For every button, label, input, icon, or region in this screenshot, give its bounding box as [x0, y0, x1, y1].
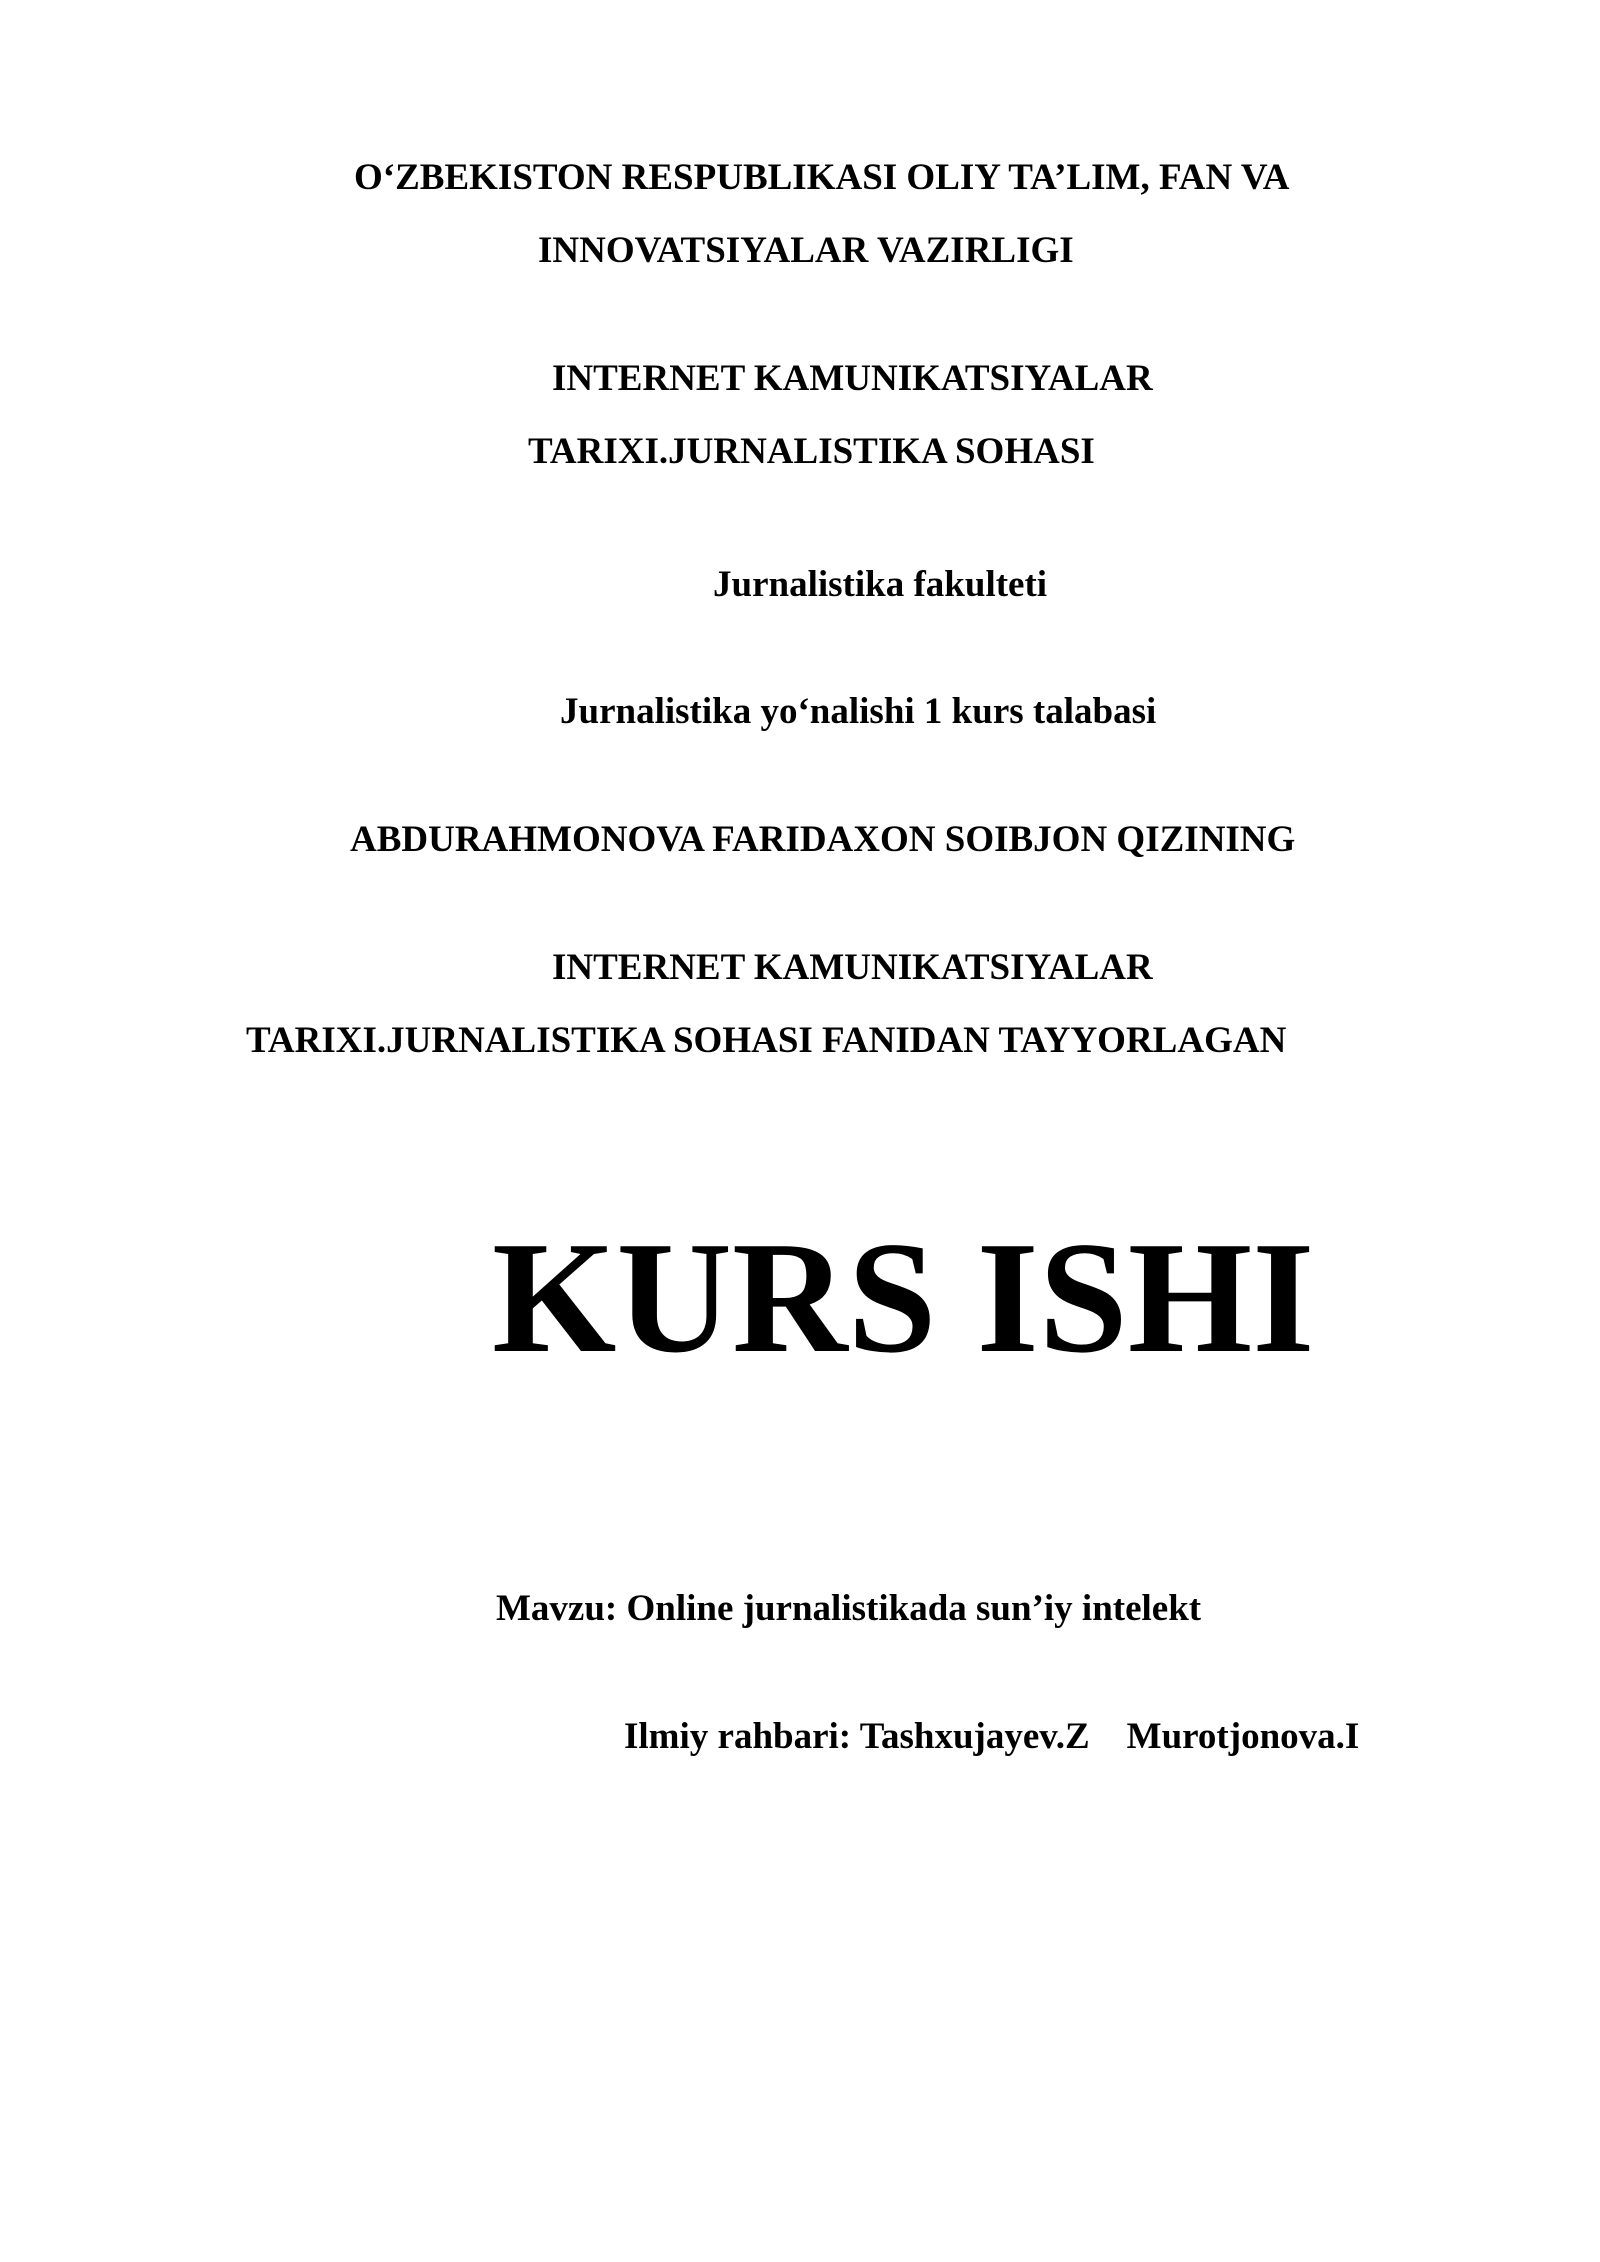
supervisor-line: Ilmiy rahbari: Tashxujayev.Z Murotjonova.I [624, 1716, 1360, 1757]
document-type-title: KURS ISHI [492, 1208, 1315, 1386]
study-direction: Jurnalistika yo‘nalishi 1 kurs talabasi [560, 691, 1157, 732]
ministry-title-line-2: INNOVATSIYALAR VAZIRLIGI [538, 230, 1074, 271]
ministry-title-line-1: O‘ZBEKISTON RESPUBLIKASI OLIY TA’LIM, FAN VA [354, 157, 1290, 198]
faculty-name: Jurnalistika fakulteti [713, 564, 1048, 605]
topic-line: Mavzu: Online jurnalistikada sun’iy intelekt [496, 1588, 1202, 1629]
prepared-for-line-2: TARIXI.JURNALISTIKA SOHASI FANIDAN TAYYORLAGAN [246, 1020, 1287, 1061]
prepared-for-line-1: INTERNET KAMUNIKATSIYALAR [552, 947, 1153, 988]
subject-title-line-2: TARIXI.JURNALISTIKA SOHASI [528, 431, 1095, 472]
subject-title-line-1: INTERNET KAMUNIKATSIYALAR [552, 358, 1153, 399]
student-name: ABDURAHMONOVA FARIDAXON SOIBJON QIZINING [350, 819, 1296, 860]
